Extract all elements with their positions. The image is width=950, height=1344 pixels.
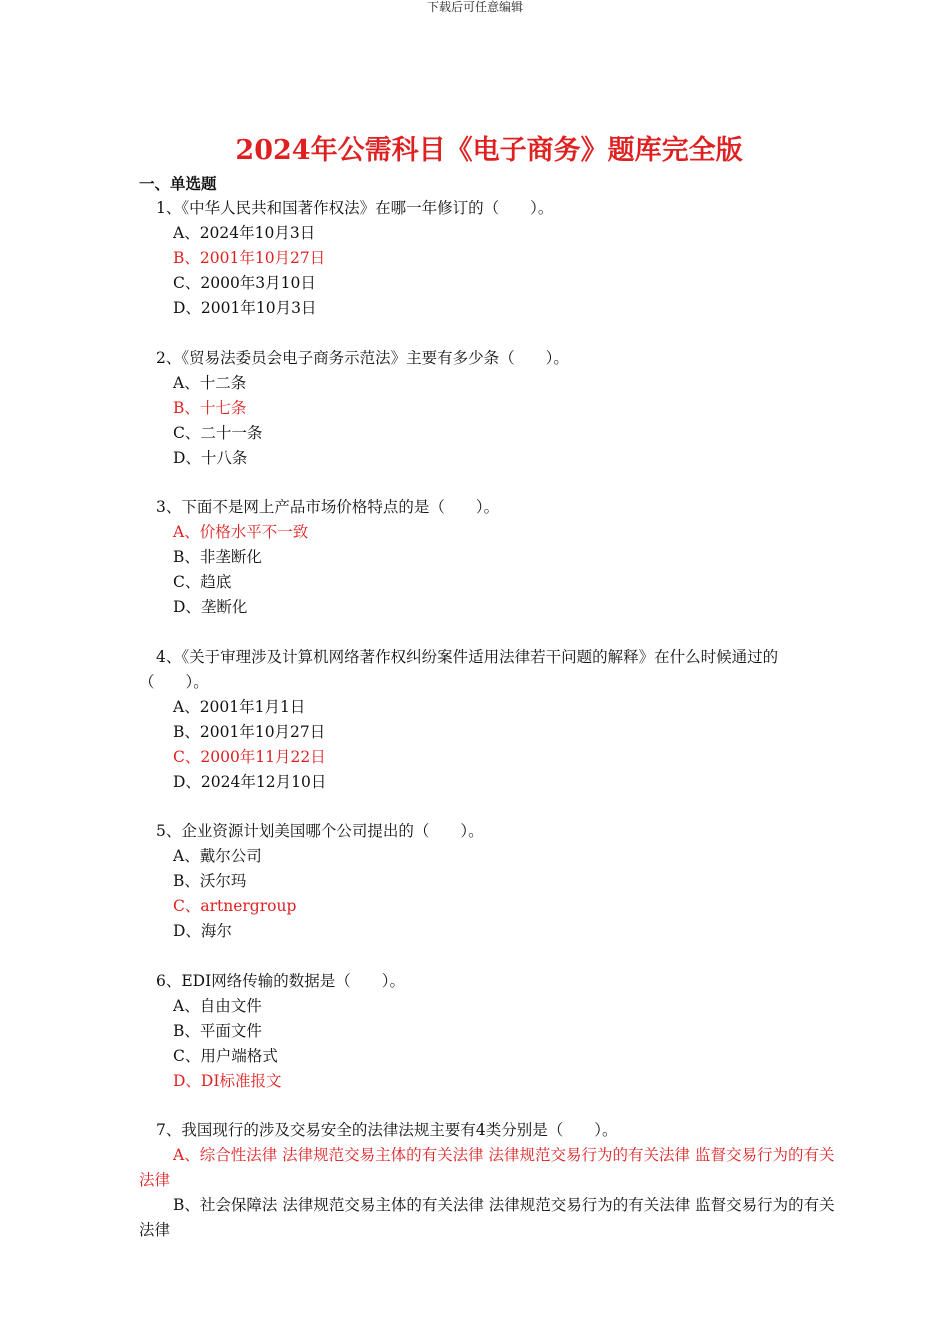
option-2b-correct: B、十七条 (173, 398, 247, 417)
option-1b-correct: B、2001年10月27日 (173, 249, 326, 267)
option-5b: B、沃尔玛 (173, 872, 247, 890)
question-3: 3、下面不是网上产品市场价格特点的是（ ）。 (156, 498, 500, 516)
option-3b: B、非垄断化 (173, 548, 262, 566)
question-1: 1、《中华人民共和国著作权法》在哪一年修订的（ ）。 (156, 199, 554, 217)
question-7: 7、我国现行的涉及交易安全的法律法规主要有4类分别是（ ）。 (156, 1121, 618, 1139)
option-6d-correct: D、DI标准报文 (173, 1071, 282, 1090)
option-4d: D、2024年12月10日 (173, 772, 327, 791)
question-6: 6、EDI网络传输的数据是（ ）。 (156, 971, 405, 990)
option-3c: C、趋底 (173, 573, 232, 591)
option-6c: C、用户端格式 (173, 1046, 278, 1065)
option-7b: B、社会保障法 法律规范交易主体的有关法律 法律规范交易行为的有关法律 监督交易行为的有关法律 (139, 1196, 835, 1239)
option-4a: A、2001年1月1日 (173, 697, 306, 716)
option-1d: D、2001年10月3日 (173, 299, 317, 317)
option-6b: B、平面文件 (173, 1021, 262, 1040)
option-3a-correct: A、价格水平不一致 (173, 523, 309, 541)
option-5d: D、海尔 (173, 922, 232, 940)
option-5c-correct: C、artnergroup (173, 897, 297, 915)
option-2a: A、十二条 (173, 373, 247, 392)
document-body (139, 171, 839, 1243)
option-5a: A、戴尔公司 (173, 847, 262, 865)
question-5: 5、企业资源计划美国哪个公司提出的（ ）。 (156, 822, 484, 840)
option-2c: C、二十一条 (173, 423, 263, 442)
page-header: 下载后可任意编辑 (426, 0, 523, 14)
option-1a: A、2024年10月3日 (173, 224, 316, 242)
option-4b: B、2001年10月27日 (173, 722, 326, 741)
option-3d: D、垄断化 (173, 598, 248, 616)
section-heading: 一、单选题 (139, 174, 217, 193)
option-1c: C、2000年3月10日 (173, 274, 316, 292)
option-2d: D、十八条 (173, 448, 248, 467)
option-4c-correct: C、2000年11月22日 (173, 747, 326, 766)
question-2: 2、《贸易法委员会电子商务示范法》主要有多少条（ ）。 (156, 348, 569, 367)
question-4: 4、《关于审理涉及计算机网络著作权纠纷案件适用法律若干问题的解释》在什么时候通过的（ ）。 (139, 647, 779, 691)
document-title: 2024年公需科目《电子商务》题库完全版 (235, 135, 743, 166)
option-7a-correct: A、综合性法律 法律规范交易主体的有关法律 法律规范交易行为的有关法律 监督交易行为的有关法律 (139, 1146, 835, 1189)
option-6a: A、自由文件 (173, 996, 262, 1015)
